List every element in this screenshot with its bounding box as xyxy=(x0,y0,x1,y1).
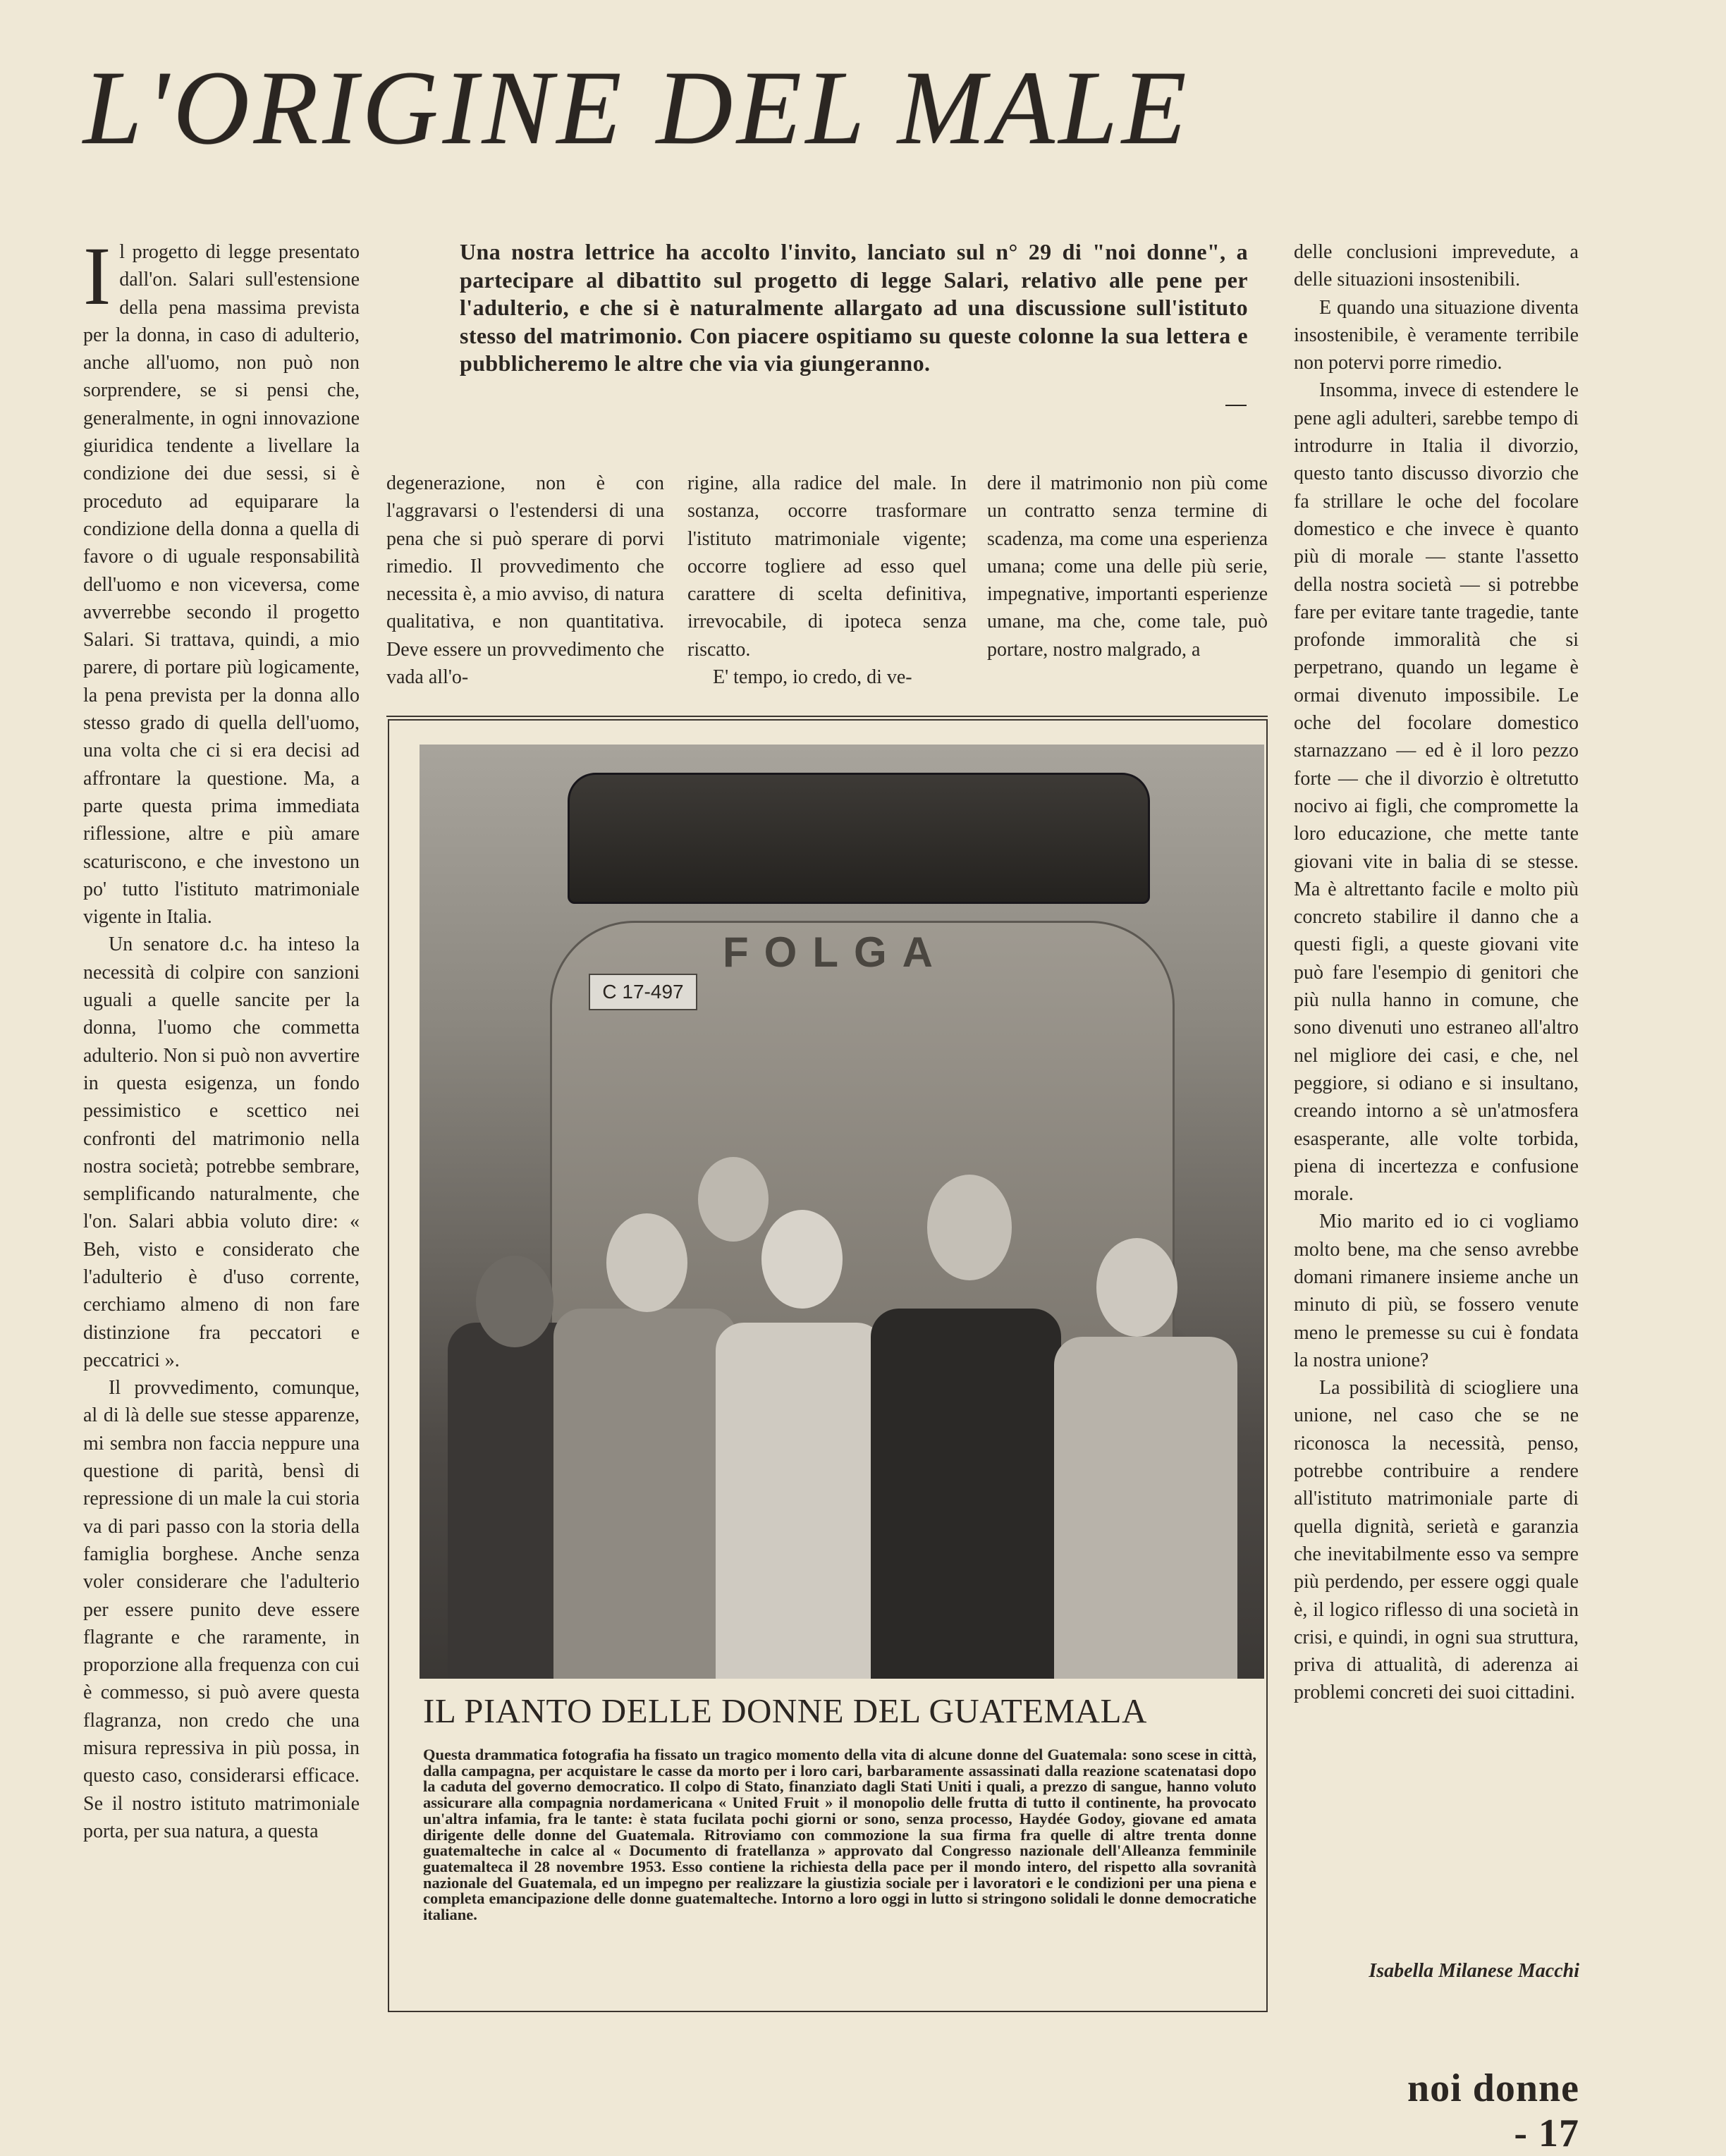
woman-figure xyxy=(871,1309,1061,1679)
drop-cap: I xyxy=(83,230,111,322)
article-paragraph: Il provvedimento, comunque, al di là delle sue stesse apparenze, mi sembra non faccia neppure una questione di parità, bensì di repressione di un male la cui storia va di pari passo con la storia della famiglia borghese. Anche senza voler considerare che l'adulterio per essere punito deve essere flagrante e che raramente, in proporzione alla frequenza con cui è commesso, si può avere questa flagranza, non credo che una misura repressiva in più possa, in questo caso, considerarsi efficace. Se il nostro istituto matrimoniale porta, per sua natura, a questa xyxy=(83,1377,360,1842)
article-column-2 xyxy=(386,470,664,691)
truck-sign: FOLGA xyxy=(723,929,948,976)
page-folio: noi donne - 17 xyxy=(1407,2066,1579,2155)
article-paragraph: La possibilità di sciogliere una unione, nel caso che se ne riconosca la necessità, penso, potrebbe contribuire a rendere all'istituto matrimoniale parte di quella dignità, serietà e garanzia che inevitabilmente esso va sempre più perdendo, per essere oggi quale è, il logico riflesso di una società in crisi, e quindi, in ogni sua struttura, priva di attualità, di aderenza ai problemi concreti dei suoi cittadini. xyxy=(1294,1377,1579,1704)
author-signature: Isabella Milanese Macchi xyxy=(1369,1960,1579,1982)
article-paragraph xyxy=(83,230,360,931)
photo-caption: Questa drammatica fotografia ha fissato un tragico momento della vita di alcune donne del Guatemala: sono scese in città, dalla campagna, per acquistare le casse da morto per i loro cari, barbaramente assassinati dalla reazione scatenatasi dopo la caduta del governo democratico. Il colpo di Stato, finanziato dagli Stati Uniti i quali, a prezzo di sangue, hanno voluto assicurare alla compagnia nordamericana « United Fruit » il monopolio delle frutta di tutto il continente, ha provocato un'altra infamia, fra le tante: è stata fucilata pochi giorni or sono, senza processo, Haydée Godoy, giovane ed amata dirigente delle donne del Guatemala. Ritroviamo con commozione la sua firma fra quelle di altre trenta donne guatemalteche in calce al « Documento di fratellanza » approvato dal Congresso nazionale dell'Alleanza femminile guatemalteca il 28 novembre 1953. Esso contiene la richiesta della pace per il mondo intero, del rispetto alla sovranità nazionale del Guatemala, ed un impegno per realizzare la giustizia sociale per i lavoratori e le condizioni per una piena e completa emancipazione delle donne guatemalteche. Intorno a loro oggi in lutto si stringono solidali le donne democratiche italiane. xyxy=(423,1746,1256,1924)
casket-shape xyxy=(568,773,1150,904)
article-column-3 xyxy=(687,470,967,691)
article-paragraph: Un senatore d.c. ha inteso la necessità di colpire con sanzioni uguali a quelle sancite per la donna, l'uomo che commetta adulterio. Non si può non avvertire in questa esigenza, un fondo pessimistico e scettico nei confronti del matrimonio nella nostra società; potrebbe sembrare, semplificando naturalmente, che l'on. Salari abbia voluto dire: « Beh, visto e considerato che l'adulterio è d'uso corrente, cerchiamo almeno di non fare distinzione fra peccatori e peccatrici ». xyxy=(83,933,360,1371)
article-column-5 xyxy=(1294,238,1579,1707)
column-rule xyxy=(386,716,1268,717)
woman-head xyxy=(927,1175,1012,1280)
woman-head xyxy=(761,1210,843,1309)
paragraph-text: l progetto di legge presentato dall'on. Salari sull'estensione della pena massima prevista per la donna, in caso di adulterio, anche all'uomo, non può non sorprendere, se si pensi che, generalmente, in ogni innovazione giuridica tendente a livellare la condizione dei due sessi, si è proceduto ad equiparare la condizione della donna a quella di favore o di uguale responsabilità dell'uomo e non viceversa, come avverrebbe secondo il progetto Salari. Si trattava, quindi, a mio parere, di portare più logicamente, la pena prevista per la donna allo stesso grado di quella dell'uomo, una volta che ci si era decisi ad affrontare la questione. Ma, a parte questa prima immediata riflessione, altre e più amare scaturiscono, e che investono un po' tutto l'istituto matrimoniale vigente in Italia. xyxy=(83,241,360,929)
woman-figure xyxy=(716,1323,885,1679)
article-paragraph: delle conclusioni imprevedute, a delle situazioni insostenibili. xyxy=(1294,241,1579,291)
article-paragraph: dere il matrimonio non più come un contratto senza termine di scadenza, ma come una esperienza umana; come una delle più serie, impegnative, importanti esperienze umane, ma che, come tale, può portare, nostro malgrado, a xyxy=(987,472,1268,661)
article-paragraph: degenerazione, non è con l'aggravarsi o l'estendersi di una pena che si può sperare di porvi rimedio. Il provvedimento che necessita è, a mio avviso, di natura qualitativa, e non quantitativa. Deve essere un provvedimento che vada all'o- xyxy=(386,472,664,689)
article-title: L'ORIGINE DEL MALE xyxy=(83,49,1191,166)
photo-caption-title: IL PIANTO DELLE DONNE DEL GUATEMALA xyxy=(423,1691,1147,1730)
article-paragraph: E quando una situazione diventa insostenibile, è veramente terribile non potervi porre rimedio. xyxy=(1294,296,1579,374)
article-paragraph: Mio marito ed io ci vogliamo molto bene, ma che senso avrebbe domani rimanere insieme anche un minuto di più, se fossero venute meno le premesse su cui è fondata la nostra unione? xyxy=(1294,1211,1579,1371)
news-photo xyxy=(420,745,1264,1679)
article-paragraph: rigine, alla radice del male. In sostanza, occorre trasformare l'istituto matrimoniale vigente; occorre togliere ad esso quel carattere di scelta definitiva, irrevocabile, di ipoteca senza riscatto. xyxy=(687,472,967,661)
license-plate: C 17-497 xyxy=(589,974,697,1010)
woman-figure xyxy=(553,1309,737,1679)
article-column-4 xyxy=(987,470,1268,663)
intro-dash xyxy=(1225,405,1247,406)
woman-head xyxy=(476,1256,553,1347)
woman-head xyxy=(1096,1238,1177,1337)
article-paragraph: E' tempo, io credo, di ve- xyxy=(713,666,912,689)
article-column-1 xyxy=(83,230,360,1845)
woman-figure xyxy=(1054,1337,1237,1679)
woman-head xyxy=(606,1213,687,1312)
woman-head xyxy=(698,1157,769,1242)
article-intro: Una nostra lettrice ha accolto l'invito, lanciato sul n° 29 di "noi donne", a partecipare al dibattito sul progetto di legge Salari, relativo alle pene per l'adulterio, e che si è naturalmente allargato ad una discussione sull'istituto stesso del matrimonio. Con piacere ospitiamo su queste colonne la sua lettera e pubblicheremo le altre che via via giungeranno. xyxy=(460,239,1248,376)
article-paragraph: Insomma, invece di estendere le pene agli adulteri, sarebbe tempo di introdurre in Italia il divorzio, questo tanto discusso divorzio che fa strillare le oche del focolare domestico e che invece è quanto più di morale — stante l'assetto della nostra società — si potrebbe fare per evitare tante tragedie, tante profonde immoralità che si perpetrano, quando un legame è ormai divenuto impossibile. Le oche del focolare domestico starnazzano — ed è il loro pezzo forte — che il divorzio è oltretutto nocivo ai figli, che compromette la loro educazione, che mette tante giovani vite in balia di se stesse. Ma è altrettanto facile e molto più concreto stabilire il danno che a questi figli, a queste giovani vite può fare l'esempio di genitori che più nulla hanno in comune, che sono divenuti uno estraneo all'altro nel migliore dei casi, e che, nel peggiore, si odiano e si insultano, creando intorno a sè un'atmosfera esasperante, alle volte torbida, piena di incertezza e confusione morale. xyxy=(1294,379,1579,1206)
